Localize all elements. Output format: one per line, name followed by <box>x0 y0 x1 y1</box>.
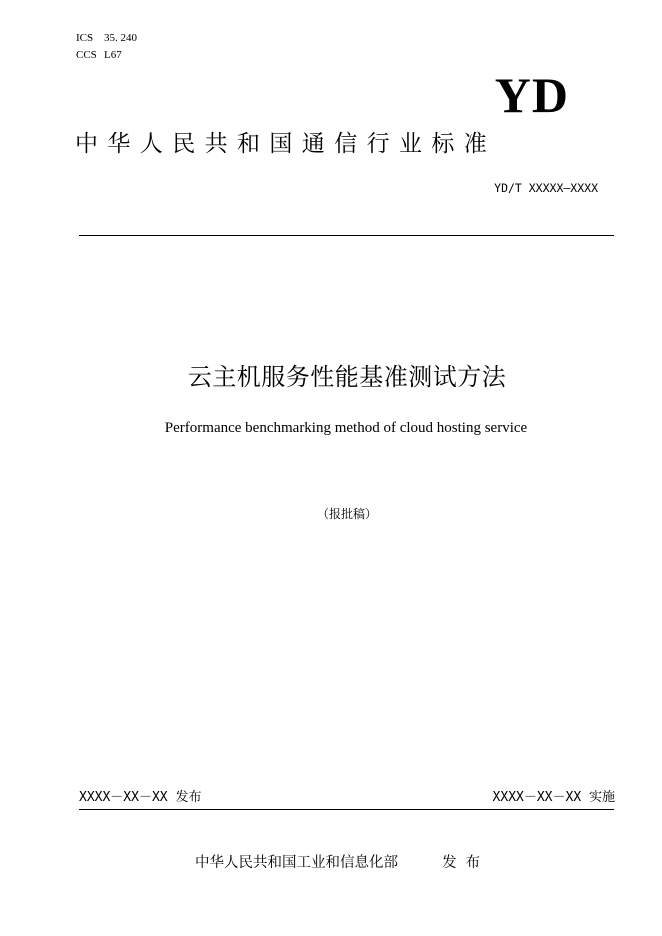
ics-code <box>76 32 137 45</box>
document-title-english <box>0 418 662 438</box>
issuer: 中华人民共和国工业和信息化部 <box>195 855 398 871</box>
yd-logo: YD <box>494 67 569 123</box>
ics-value: 35. 240 <box>104 32 137 44</box>
effective-date: XXXX－XX－XX 实施 <box>492 790 615 805</box>
ics-label: ICS <box>76 32 94 44</box>
ccs-label: CCS <box>76 49 97 61</box>
standard-title: 中华人民共和国通信行业标准 <box>75 131 497 157</box>
publish-date: XXXX－XX－XX 发布 <box>79 790 202 805</box>
standard-number: YD/T XXXXX—XXXX <box>494 181 598 195</box>
ccs-code <box>76 49 122 62</box>
header-divider <box>79 235 614 236</box>
issuer-action: 发布 <box>442 855 489 871</box>
document-title-english-text: Performance benchmarking method of cloud hosting service <box>164 420 528 436</box>
draft-status-text: （报批稿） <box>316 507 377 521</box>
footer-divider <box>79 809 614 810</box>
ccs-value: L67 <box>104 49 122 61</box>
document-title-text: 云主机服务性能基准测试方法 <box>187 363 507 391</box>
document-title <box>0 360 662 394</box>
draft-status <box>0 505 662 523</box>
